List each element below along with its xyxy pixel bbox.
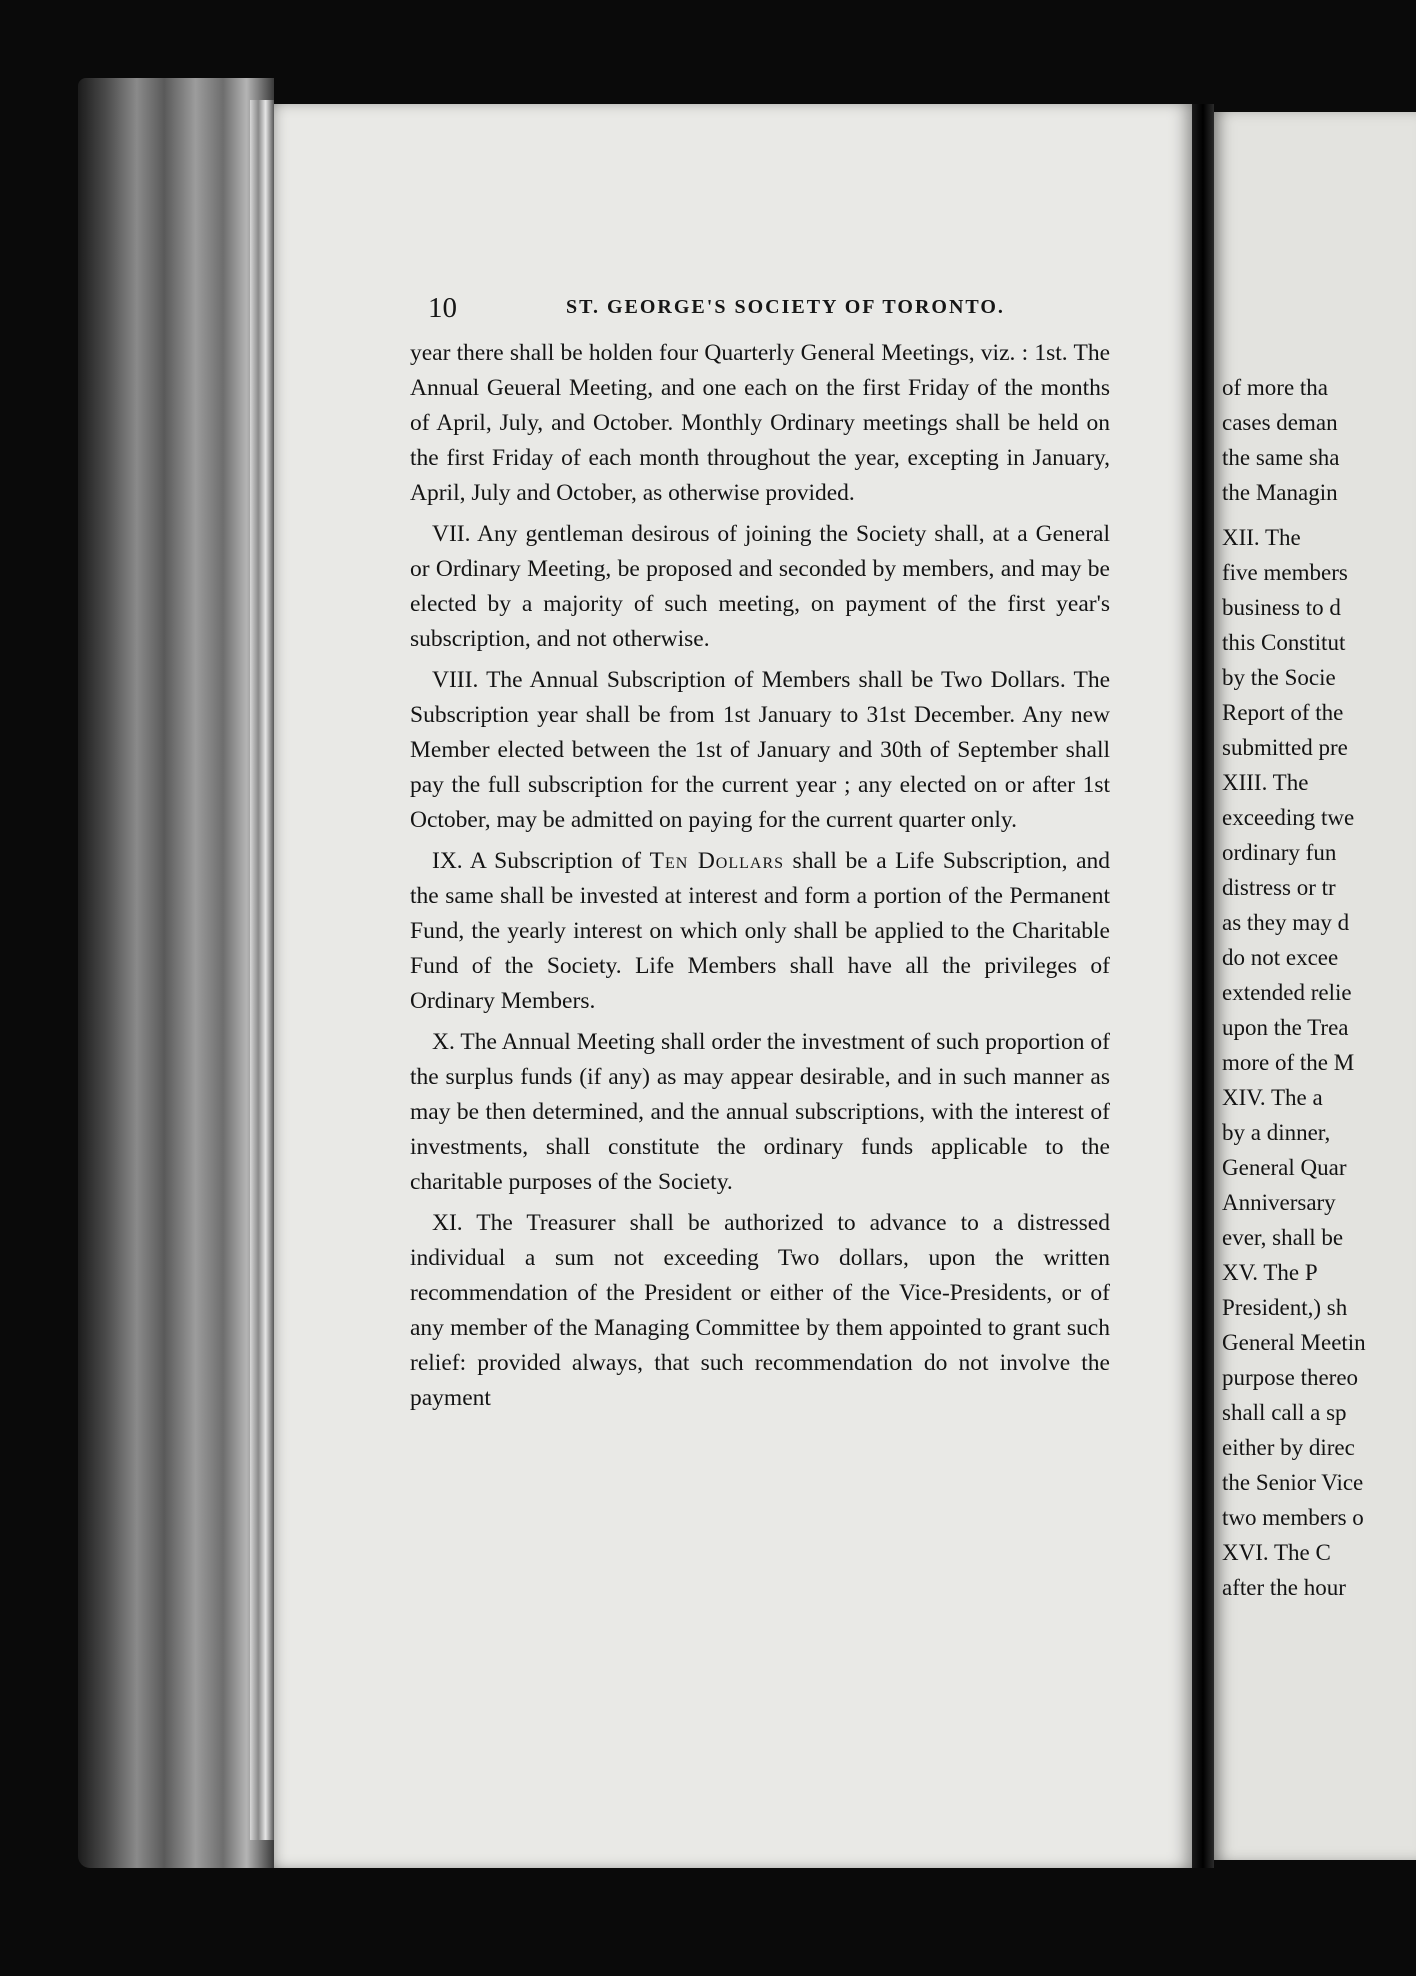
right-page-line: XIII. The bbox=[1222, 770, 1309, 795]
book-gutter bbox=[1192, 104, 1214, 1868]
right-page-line: extended relie bbox=[1222, 980, 1352, 1005]
right-page-line: General Meetin bbox=[1222, 1330, 1366, 1355]
right-page-line: ever, shall be bbox=[1222, 1225, 1344, 1250]
body-text bbox=[410, 336, 1110, 1422]
article-vii: VII. Any gentleman desirous of joining the Society shall, at a General or Ordinary Meeting, be proposed and seconded by members, and may be elected by a majority of such meeting, on payment of the first year's subscription, and not otherwise. bbox=[410, 521, 1110, 652]
right-page-line bbox=[1222, 510, 1416, 520]
right-page-line: XIV. The a bbox=[1222, 1085, 1323, 1110]
right-page-line: XV. The P bbox=[1222, 1260, 1318, 1285]
article-ix-amount: Ten Dollars bbox=[649, 848, 785, 874]
right-page-line: five members bbox=[1222, 560, 1348, 585]
right-page-fragment bbox=[1214, 112, 1416, 1860]
right-page-line: submitted pre bbox=[1222, 735, 1348, 760]
article-ix-post: shall be a Life Subscription, and the same shall be invested at interest and form a portion of the Permanent Fund, the yearly interest on which only shall be applied to the Charitable Fund of the Society. Life Members shall have all the privileges of Ordinary Members. bbox=[410, 848, 1110, 1014]
right-page-line: this Constitut bbox=[1222, 630, 1346, 655]
right-page-line: cases deman bbox=[1222, 410, 1338, 435]
article-xi: XI. The Treasurer shall be authorized to advance to a distressed individual a sum not exceeding Two dollars, upon the written recommendation of the President or either of the Vice-Presidents, or of any member of the Managing Committee by them appointed to grant such relief: provided always, that such recommendation do not involve the payment bbox=[410, 1210, 1110, 1411]
right-page-line: distress or tr bbox=[1222, 875, 1336, 900]
paragraph-continued: year there shall be holden four Quarterly General Meetings, viz. : 1st. The Annual Geueral Meeting, and one each on the first Friday of the months of April, July, and October. Monthly Ordinary meetings shall be held on the first Friday of each month throughout the year, excepting in January, April, July and October, as otherwise provided. bbox=[410, 340, 1110, 506]
right-page-line: as they may d bbox=[1222, 910, 1350, 935]
right-page-line: exceeding twe bbox=[1222, 805, 1355, 830]
right-page-line: the Senior Vice bbox=[1222, 1470, 1364, 1495]
right-page-line: President,) sh bbox=[1222, 1295, 1348, 1320]
right-page-line: business to d bbox=[1222, 595, 1341, 620]
article-ix bbox=[410, 844, 1110, 1019]
right-page-line: by the Socie bbox=[1222, 665, 1336, 690]
right-page-line: purpose thereo bbox=[1222, 1365, 1359, 1390]
right-page-line: after the hour bbox=[1222, 1575, 1346, 1600]
right-page-line: the Managin bbox=[1222, 480, 1338, 505]
right-page-line: XVI. The C bbox=[1222, 1540, 1331, 1565]
article-ix-pre: IX. A Subscription of bbox=[432, 848, 650, 874]
right-page-line: more of the M bbox=[1222, 1050, 1355, 1075]
right-page-line: the same sha bbox=[1222, 445, 1340, 470]
page-number: 10 bbox=[428, 292, 457, 324]
right-page-line: shall call a sp bbox=[1222, 1400, 1347, 1425]
right-page-line: Anniversary bbox=[1222, 1190, 1336, 1215]
book-spine bbox=[78, 78, 274, 1868]
page-edges bbox=[250, 100, 274, 1840]
right-page-line: by a dinner, bbox=[1222, 1120, 1331, 1145]
right-page-line: XII. The bbox=[1222, 525, 1301, 550]
right-page-line: upon the Trea bbox=[1222, 1015, 1349, 1040]
right-page-lines bbox=[1222, 370, 1416, 1605]
right-page-line: of more tha bbox=[1222, 375, 1329, 400]
right-page-line: two members o bbox=[1222, 1505, 1364, 1530]
right-page-line: do not excee bbox=[1222, 945, 1339, 970]
right-page-line: either by direc bbox=[1222, 1435, 1355, 1460]
page-header bbox=[428, 292, 1128, 328]
article-x: X. The Annual Meeting shall order the investment of such proportion of the surplus funds (if any) as may appear desirable, and in such manner as may be then determined, and the annual subscriptions, with the interest of investments, shall constitute the ordinary funds applicable to the charitable purposes of the Society. bbox=[410, 1029, 1110, 1195]
right-page-line: ordinary fun bbox=[1222, 840, 1337, 865]
article-viii: VIII. The Annual Subscription of Members shall be Two Dollars. The Subscription year shall be from 1st January to 31st December. Any new Member elected between the 1st of January and 30th of September shall pay the full subscription for the current year ; any elected on or after 1st October, may be admitted on paying for the current quarter only. bbox=[410, 667, 1110, 833]
right-page-line: Report of the bbox=[1222, 700, 1344, 725]
right-page-line: General Quar bbox=[1222, 1155, 1347, 1180]
running-head: ST. GEORGE'S SOCIETY OF TORONTO. bbox=[566, 296, 1005, 318]
